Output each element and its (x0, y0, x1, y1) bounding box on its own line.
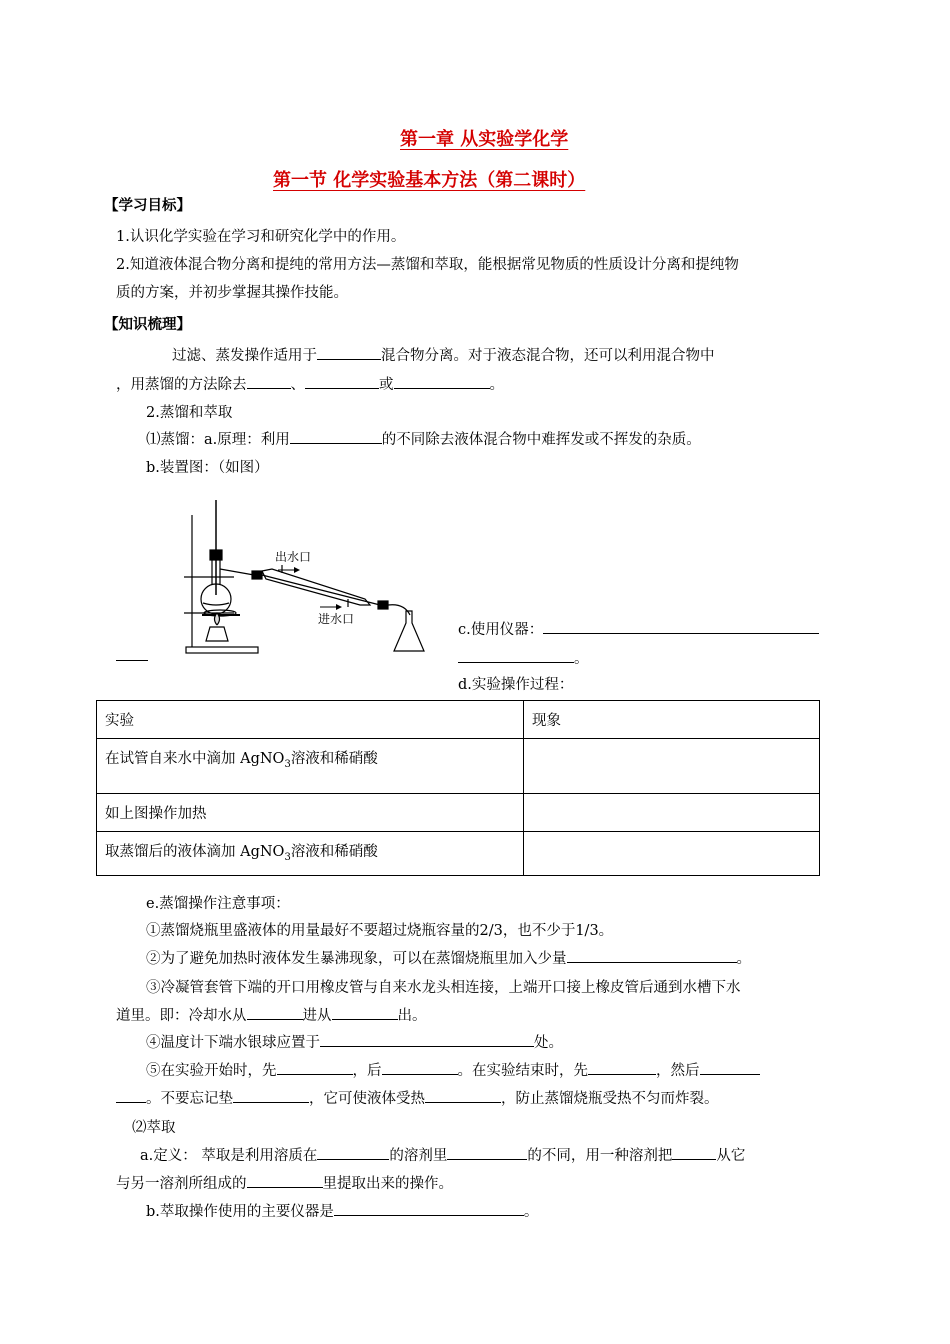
text: 溶液和稀硝酸 (290, 844, 378, 860)
subscript: 3 (284, 758, 291, 770)
text: 。 (736, 951, 751, 967)
table-cell-blank[interactable] (524, 739, 820, 794)
table-row (97, 832, 820, 876)
blank[interactable] (317, 345, 381, 360)
blank[interactable] (394, 374, 490, 389)
text: 。 (523, 1204, 539, 1220)
chapter-title: 第一章 从实验学化学 (400, 129, 569, 150)
text: 从它 (716, 1148, 746, 1164)
text: ，用蒸馏的方法除去 (116, 377, 247, 393)
subscript: 3 (284, 851, 291, 863)
text: 的不同除去液体混合物中难挥发或不挥发的杂质。 (381, 432, 701, 448)
outlet-label: 出水口 (275, 550, 312, 564)
procedure-label: d.实验操作过程： (458, 677, 574, 693)
blank[interactable] (332, 1005, 398, 1020)
extraction-def-line2 (116, 1172, 453, 1193)
note-3-line2 (116, 1004, 427, 1025)
table-cell (97, 832, 524, 876)
note-3-line1: ③冷凝管套管下端的开口用橡皮管与自来水龙头相连接，上端开口接上橡皮管后通到水槽下水 (146, 980, 741, 996)
instruments-line1 (458, 618, 819, 639)
note-5 (146, 1059, 760, 1080)
table-cell-blank[interactable] (524, 794, 820, 832)
blank[interactable] (277, 1060, 353, 1075)
text: ⑴蒸馏：a.原理：利用 (146, 432, 290, 448)
text: ，然后 (656, 1063, 700, 1079)
text: 过滤、蒸发操作适用于 (172, 348, 317, 364)
blank[interactable] (382, 1060, 458, 1075)
note-2 (146, 947, 751, 968)
table-cell (97, 739, 524, 794)
table-cell (97, 794, 524, 832)
text: ，它可使液体受热 (309, 1091, 425, 1107)
receiving-flask (394, 611, 424, 651)
text: 。 (489, 377, 504, 393)
blank[interactable] (290, 429, 382, 444)
outlet-arrowhead (294, 567, 300, 573)
condenser-inner (262, 575, 380, 605)
inlet-arrowhead (336, 604, 342, 610)
condenser-jacket (262, 569, 370, 605)
text: 出。 (397, 1008, 427, 1024)
blank[interactable] (700, 1060, 760, 1075)
text: 的不同，用一种溶剂把 (527, 1148, 673, 1164)
text: ⑤在实验开始时，先 (146, 1063, 277, 1079)
alcohol-lamp (206, 627, 228, 641)
text: ④温度计下端水银球应置于 (146, 1035, 320, 1051)
table-header-cell: 实验 (97, 701, 524, 739)
text: 混合物分离。对于液态混合物，还可以利用混合物中 (381, 348, 715, 364)
text: b.萃取操作使用的主要仪器是 (146, 1204, 334, 1220)
blank[interactable] (247, 374, 291, 389)
extraction-def-line1 (140, 1144, 745, 1165)
text: 道里。即：冷却水从 (116, 1008, 247, 1024)
blank[interactable] (317, 1145, 389, 1160)
knowledge-para1 (172, 344, 715, 365)
extraction-instruments (146, 1200, 538, 1221)
text: 取蒸馏后的液体滴加 AgNO (105, 844, 285, 860)
flask-stopper (210, 550, 222, 560)
text: a.定义： 萃取是利用溶质在 (140, 1148, 318, 1164)
objective-1: 1.认识化学实验在学习和研究化学中的作用。 (116, 229, 406, 245)
blank[interactable] (588, 1060, 656, 1075)
text: 。 (574, 651, 589, 667)
text: 里提取出来的操作。 (322, 1176, 453, 1192)
distill-principle (146, 428, 701, 449)
blank[interactable] (543, 619, 819, 634)
connector-2 (378, 601, 388, 609)
table-header-row (97, 701, 820, 739)
flame (215, 613, 220, 625)
distill-extract-heading: 2.蒸馏和萃取 (146, 405, 233, 421)
text: 在试管自来水中滴加 AgNO (105, 751, 285, 767)
note-6 (116, 1087, 719, 1108)
distillation-apparatus-figure (170, 495, 450, 665)
blank[interactable] (116, 1088, 146, 1103)
objective-2-line2: 质的方案，并初步掌握其操作技能。 (116, 285, 348, 301)
notes-heading: e.蒸馏操作注意事项： (146, 896, 290, 912)
objectives-heading: 【学习目标】 (104, 197, 191, 214)
text: 进从 (302, 1008, 332, 1024)
adapter (388, 605, 410, 615)
blank[interactable] (567, 948, 737, 963)
text: 。不要忘记垫 (146, 1091, 233, 1107)
blank[interactable] (447, 1145, 527, 1160)
connector-1 (252, 571, 262, 579)
blank[interactable] (425, 1088, 501, 1103)
text: c.使用仪器： (458, 622, 544, 638)
text: 。在实验结束时，先 (457, 1063, 588, 1079)
objective-2-line1: 2.知道液体混合物分离和提纯的常用方法—蒸馏和萃取，能根据常见物质的性质设计分离和提纯物 (116, 257, 739, 273)
table-row (97, 739, 820, 794)
table-row (97, 794, 820, 832)
blank[interactable] (247, 1173, 323, 1188)
blank[interactable] (672, 1145, 716, 1160)
knowledge-heading: 【知识梳理】 (104, 316, 191, 333)
blank[interactable] (334, 1201, 524, 1216)
table-header-cell: 现象 (524, 701, 820, 739)
extraction-heading: ⑵萃取 (132, 1120, 176, 1136)
text: 处。 (534, 1035, 563, 1051)
text: 如上图操作加热 (105, 806, 207, 822)
text: 或 (379, 377, 394, 393)
experiment-table (96, 700, 820, 876)
blank[interactable] (233, 1088, 309, 1103)
text: ②为了避免加热时液体发生暴沸现象，可以在蒸馏烧瓶里加入少量 (146, 951, 567, 967)
stand-base (186, 647, 258, 653)
blank[interactable] (320, 1032, 534, 1047)
inlet-label: 进水口 (318, 612, 355, 626)
blank-left-line[interactable] (116, 650, 148, 661)
text: 的溶剂里 (389, 1148, 448, 1164)
text: ，防止蒸馏烧瓶受热不匀而炸裂。 (501, 1091, 719, 1107)
blank[interactable] (305, 374, 379, 389)
side-arm (220, 569, 254, 575)
text: 、 (290, 377, 305, 393)
flask-liquid (203, 603, 229, 605)
apparatus-label: b.装置图：（如图） (146, 460, 269, 476)
text: ，后 (352, 1063, 382, 1079)
text: 与另一溶剂所组成的 (116, 1176, 247, 1192)
note-4 (146, 1031, 563, 1052)
section-title: 第一节 化学实验基本方法（第二课时） (273, 170, 586, 191)
blank[interactable] (247, 1005, 303, 1020)
knowledge-para2 (116, 373, 504, 394)
instruments-line2 (458, 647, 589, 668)
table-cell-blank[interactable] (524, 832, 820, 876)
note-1: ①蒸馏烧瓶里盛液体的用量最好不要超过烧瓶容量的2/3，也不少于1/3。 (146, 923, 614, 939)
blank[interactable] (458, 648, 574, 663)
text: 溶液和稀硝酸 (290, 751, 378, 767)
